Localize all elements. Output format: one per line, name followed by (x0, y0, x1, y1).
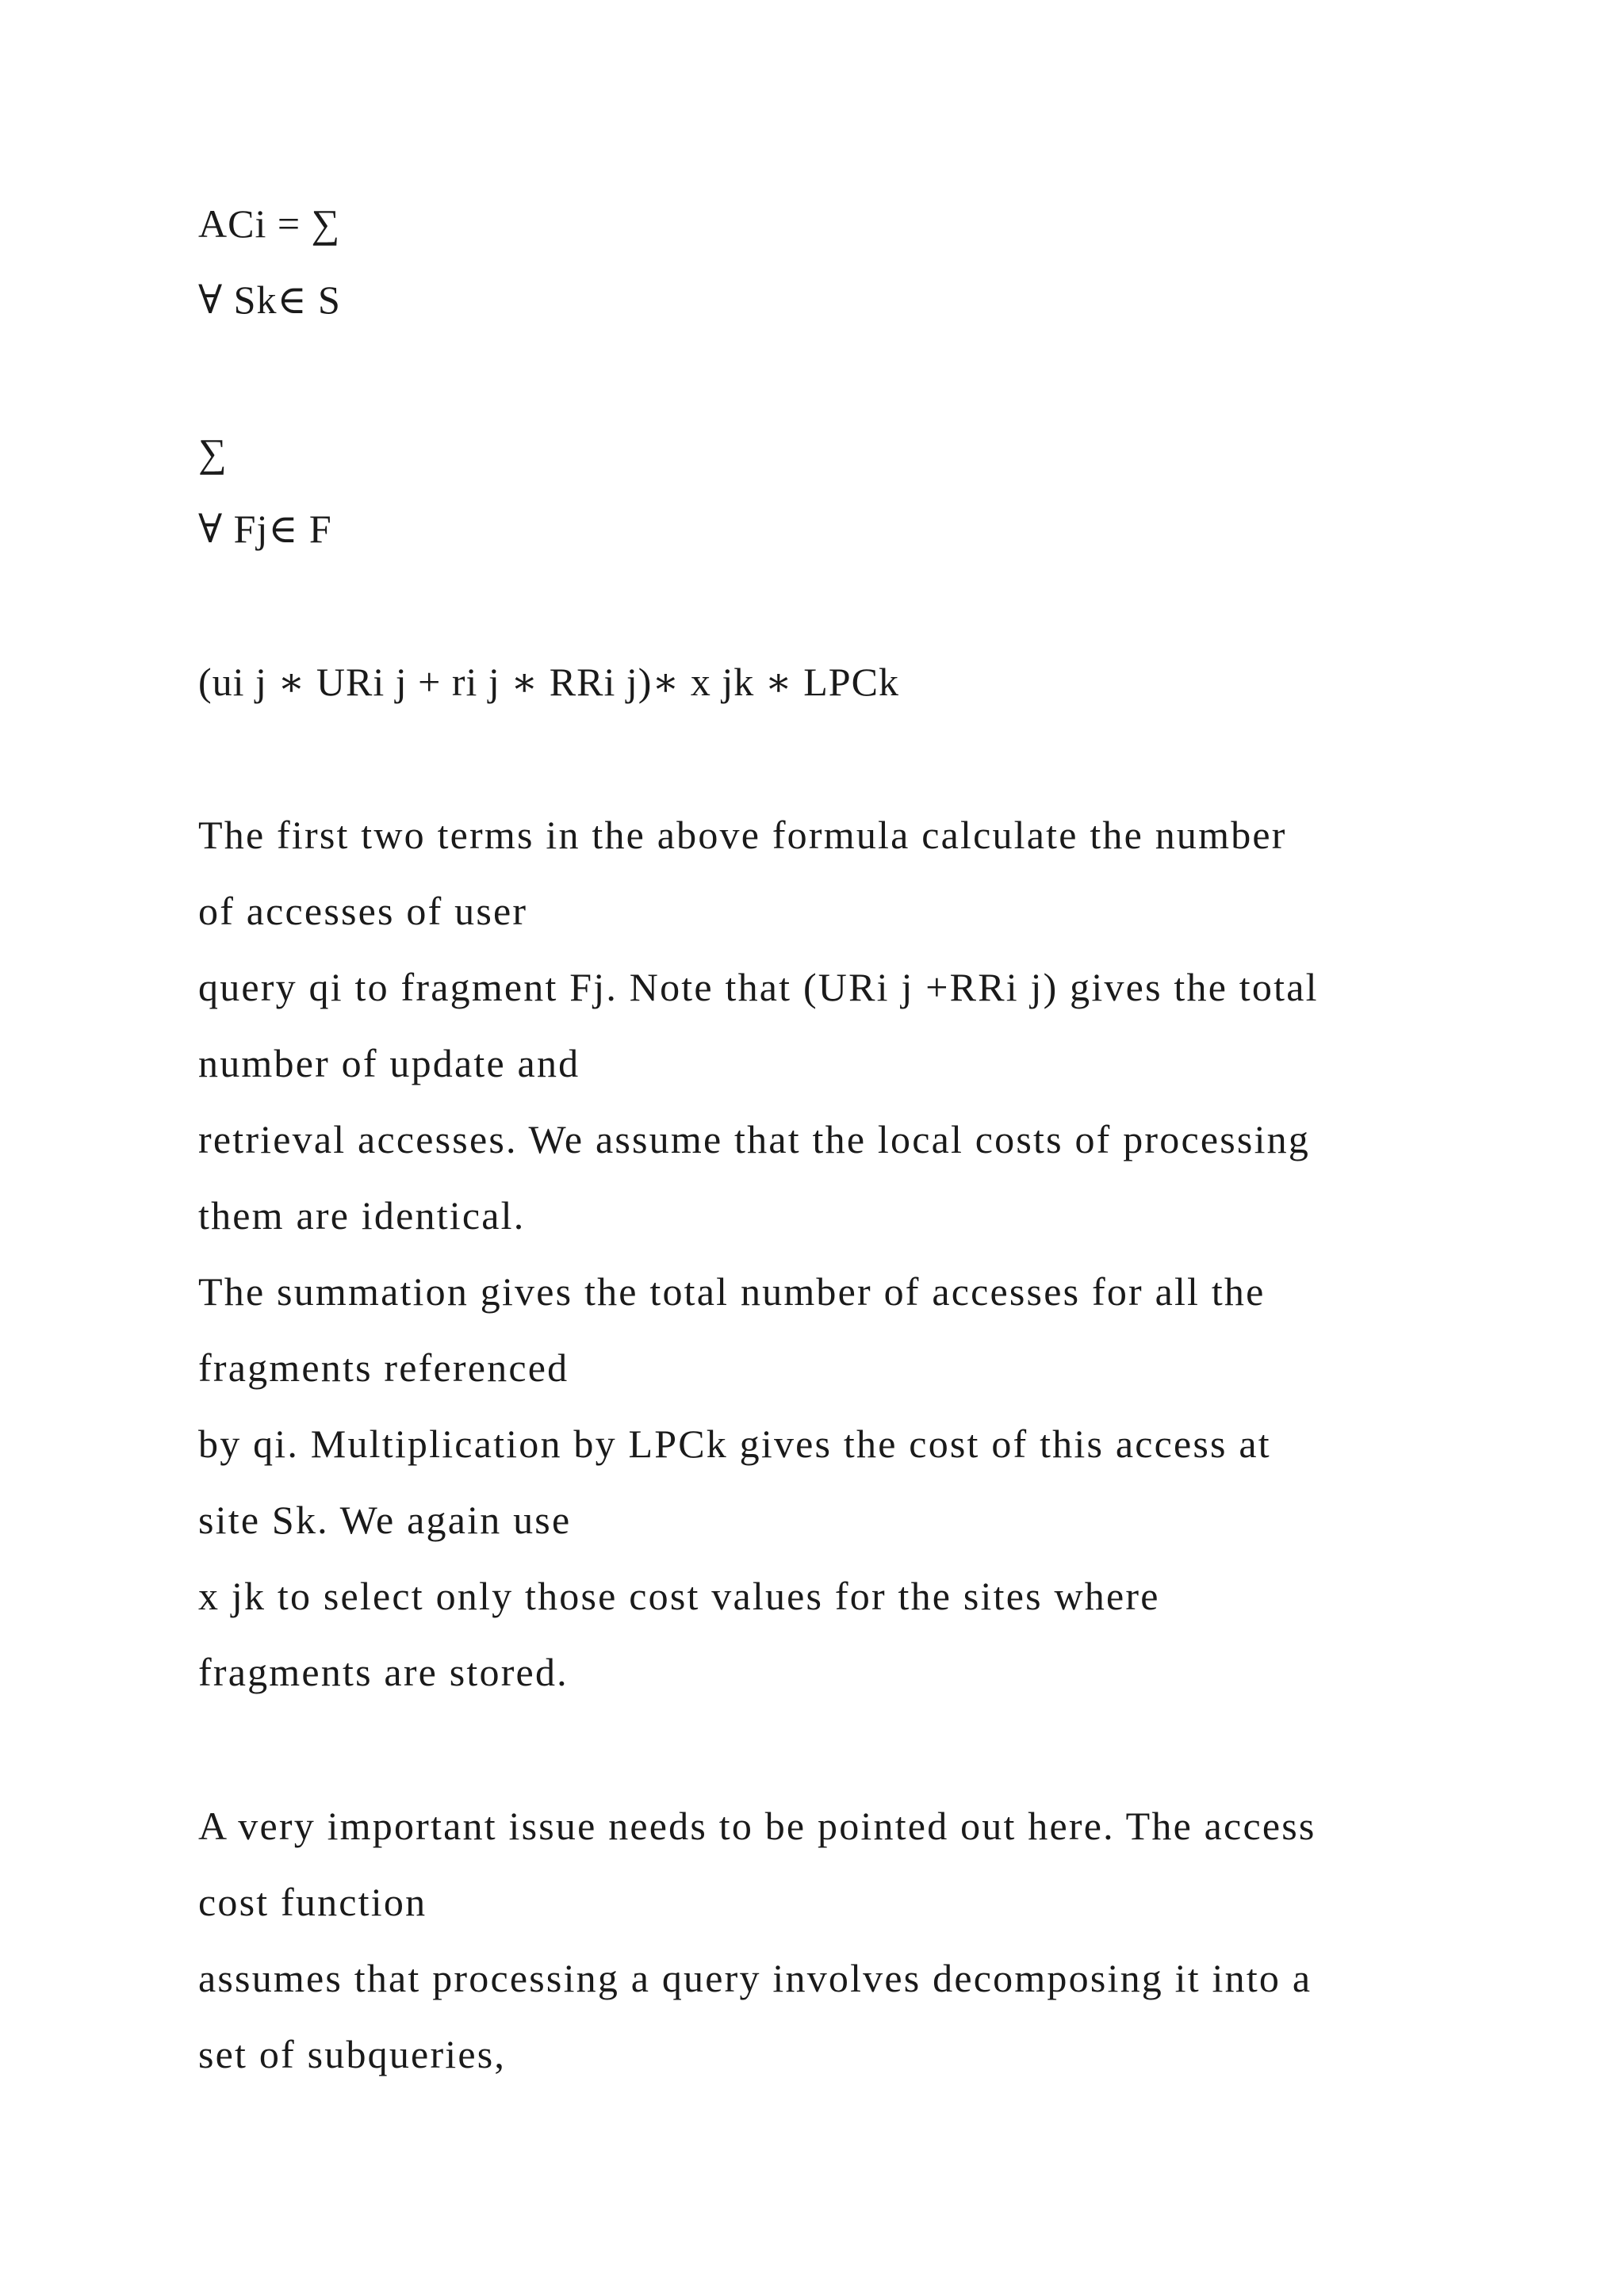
paragraph1-line-1: The first two terms in the above formula calculate the number (198, 813, 1287, 857)
paragraph1-line-5: retrieval accesses. We assume that the local costs of processing (198, 1117, 1311, 1161)
paragraph2-line-4: set of subqueries, (198, 2032, 507, 2076)
paragraph2-line-1: A very important issue needs to be pointed out here. The access (198, 1804, 1316, 1848)
formula-line-3: ∑ (198, 430, 228, 475)
paragraph1-line-12: fragments are stored. (198, 1650, 569, 1694)
paragraph1-line-11: x jk to select only those cost values for the sites where (198, 1574, 1160, 1618)
formula-line-4: ∀ Fj∈ F (198, 507, 332, 551)
paragraph1-line-8: fragments referenced (198, 1345, 569, 1390)
formula-line-5: (ui j ∗ URi j + ri j ∗ RRi j)∗ x jk ∗ LPCk (198, 660, 899, 704)
paragraph1-line-4: number of update and (198, 1041, 580, 1085)
paragraph1-line-7: The summation gives the total number of accesses for all the (198, 1269, 1266, 1314)
formula-line-1: ACi = ∑ (198, 201, 341, 246)
paragraph1-line-10: site Sk. We again use (198, 1498, 572, 1542)
paragraph1-line-3: query qi to fragment Fj. Note that (URi j +RRi j) gives the total (198, 965, 1319, 1009)
paragraph1-line-2: of accesses of user (198, 889, 528, 933)
paragraph2-line-3: assumes that processing a query involves decomposing it into a (198, 1956, 1312, 2000)
paragraph1-line-9: by qi. Multiplication by LPCk gives the cost of this access at (198, 1422, 1271, 1466)
formula-line-2: ∀ Sk∈ S (198, 277, 341, 322)
paragraph2-line-2: cost function (198, 1880, 427, 1924)
paragraph1-line-6: them are identical. (198, 1193, 526, 1238)
